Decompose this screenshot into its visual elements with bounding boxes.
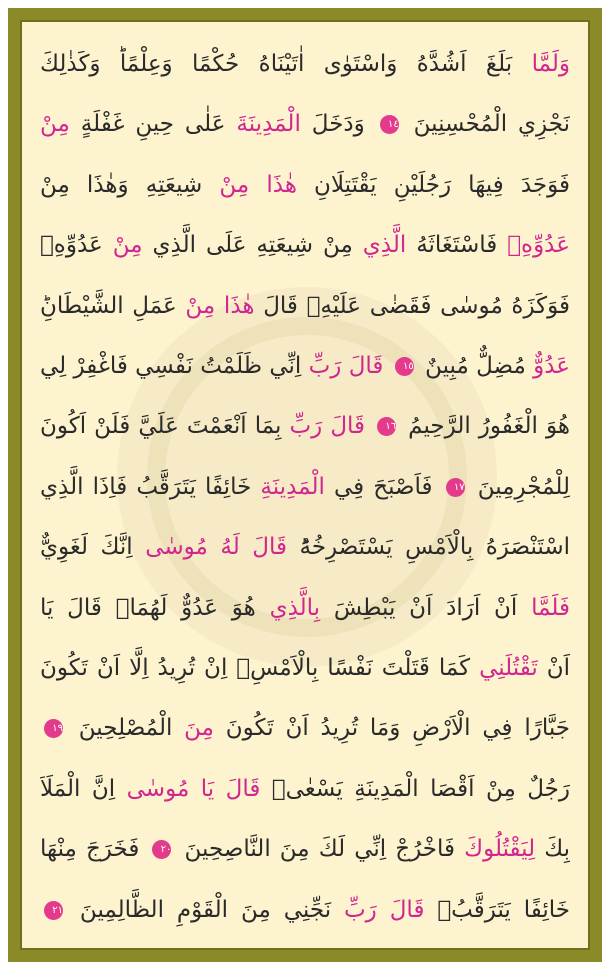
verse-text: خَائِفًا يَتَرَقَّبُ فَاِذَا الَّذِي: [40, 473, 261, 500]
text-line: [40, 278, 570, 334]
verse-text: بَلَغَ اَشُدَّهُ وَاسْتَوٰى اٰتَيْنَاهُ حُكْمًا وَعِلْمًاؕ وَكَذٰلِكَ: [40, 51, 532, 77]
text-line: [40, 519, 570, 575]
text-line: [40, 217, 570, 273]
highlighted-word: الْمَدِينَةَ: [236, 111, 301, 138]
text-panel: [20, 20, 590, 950]
highlighted-word: مِنْ: [112, 232, 143, 259]
verse-lines: [22, 22, 588, 948]
verse-text: فَاَصْبَحَ فِي: [324, 473, 442, 500]
verse-text: اَنْ اَرَادَ اَنْ يَبْطِشَ: [320, 594, 532, 621]
verse-text: الْمُصْلِحِينَ: [67, 715, 185, 742]
ayah-number-marker: ١٥: [395, 357, 414, 376]
verse-text: كَمَا قَتَلْتَ نَفْسًا بِالْاَمْسِۗ اِنْ تُرِيدُ اِلَّا اَنْ تَكُونَ: [40, 655, 480, 681]
highlighted-word: مِنْ: [40, 111, 70, 138]
verse-text: وَدَخَلَ: [300, 111, 376, 138]
verse-text: فَوَكَزَهُ مُوسٰى فَقَضٰى عَلَيْهِۘ قَالَ: [254, 292, 570, 319]
ayah-number-marker: ١٤: [380, 115, 399, 134]
highlighted-word: قَالَ رَبِّ: [308, 353, 384, 379]
highlighted-word: بِالَّذِي: [269, 594, 321, 621]
verse-text: شِيعَتِهِ وَهٰذَا مِنْ: [40, 171, 220, 198]
verse-text: [365, 413, 373, 439]
text-line: [40, 761, 570, 817]
verse-text: رَجُلٌ مِنْ اَقْصَا الْمَدِينَةِ يَسْعٰىۘ: [260, 775, 570, 802]
highlighted-word: لِيَقْتُلُوكَ: [464, 836, 536, 863]
highlighted-word: قَالَ رَبِّ: [289, 413, 366, 440]
verse-text: اِنَّ الْمَلَاَ: [40, 775, 116, 802]
verse-text: عَمَلِ الشَّيْطَانِؕ: [40, 292, 186, 319]
verse-text: فَوَجَدَ فِيهَا رَجُلَيْنِ يَقْتَتِلَانِ: [296, 171, 570, 198]
highlighted-word: وَلَمَّا: [531, 51, 570, 77]
ayah-number-marker: ٢١: [44, 901, 63, 920]
ayah-number-marker: ٢٠: [152, 840, 171, 859]
verse-text: مِنْ شِيعَتِهِ عَلَى الَّذِي: [142, 232, 363, 259]
verse-text: هُوَ عَدُوٌّ لَهُمَاۙ قَالَ يَا: [40, 594, 256, 621]
text-line: [40, 580, 570, 636]
verse-text: عَلٰى حِينِ غَفْلَةٍ: [69, 111, 237, 138]
verse-text: فَخَرَجَ مِنْهَا: [40, 836, 149, 863]
verse-text: عَدُوِّهِۙ: [40, 232, 113, 259]
highlighted-word: مِنَ: [184, 715, 214, 742]
verse-text: [383, 353, 390, 379]
verse-text: هُوَ الْغَفُورُ الرَّحِيمُ: [400, 413, 570, 440]
verse-text: نَجِّنِي مِنَ الْقَوْمِ الظَّالِمِينَ: [67, 896, 345, 923]
text-line: [40, 338, 570, 394]
highlighted-word: عَدُوٌّ: [533, 353, 570, 379]
verse-text: مُضِلٌّ مُبِينٌ: [417, 353, 534, 379]
highlighted-word: هٰذَا مِنْ: [185, 292, 255, 319]
verse-text: بِكَ: [535, 836, 570, 863]
verse-text: اَنْ: [537, 655, 570, 681]
text-line: [40, 459, 570, 515]
verse-text: فَاخْرُجْ اِنِّي لَكَ مِنَ النَّاصِحِينَ: [175, 836, 465, 863]
ayah-number-marker: ١٧: [446, 478, 465, 497]
highlighted-word: قَالَ لَهُ مُوسٰى: [145, 534, 287, 561]
highlighted-word: فَلَمَّا: [531, 594, 570, 621]
text-line: [40, 398, 570, 454]
text-line: [40, 157, 570, 213]
verse-text: اِنَّكَ لَغَوِيٌّ: [40, 534, 133, 561]
ayah-number-marker: ١٦: [377, 417, 396, 436]
highlighted-word: الْمَدِينَةِ: [260, 473, 325, 500]
highlighted-word: الَّذِي: [362, 232, 407, 259]
verse-text: لِلْمُجْرِمِينَ: [468, 473, 570, 500]
verse-text: جَبَّارًا فِي الْاَرْضِ وَمَا تُرِيدُ اَنْ تَكُونَ: [213, 715, 570, 742]
text-line: [40, 700, 570, 756]
highlighted-word: عَدُوِّهِۚ: [507, 232, 570, 259]
highlighted-word: قَالَ رَبِّ: [344, 896, 425, 923]
highlighted-word: تَقْتُلَنِي: [479, 655, 538, 681]
verse-text: اِنِّي ظَلَمْتُ نَفْسِي فَاغْفِرْ لِي: [40, 353, 302, 379]
highlighted-word: هٰذَا مِنْ: [219, 171, 297, 198]
text-line: [40, 882, 570, 938]
text-line: [40, 96, 570, 152]
highlighted-word: قَالَ يَا مُوسٰى: [126, 775, 261, 802]
verse-text: نَجْزِي الْمُحْسِنِينَ: [402, 111, 570, 138]
text-line: [40, 640, 570, 696]
verse-text: اسْتَنْصَرَهُ بِالْاَمْسِ يَسْتَصْرِخُهُؕ: [286, 534, 570, 561]
text-line: [40, 821, 570, 877]
verse-text: خَائِفًا يَتَرَقَّبُؗ: [424, 896, 570, 923]
verse-text: فَاسْتَغَاثَهُ: [406, 232, 508, 259]
verse-text: بِمَا اَنْعَمْتَ عَلَيَّ فَلَنْ اَكُونَ: [40, 413, 282, 440]
ayah-number-marker: ١٩: [44, 719, 63, 738]
text-line: [40, 36, 570, 92]
